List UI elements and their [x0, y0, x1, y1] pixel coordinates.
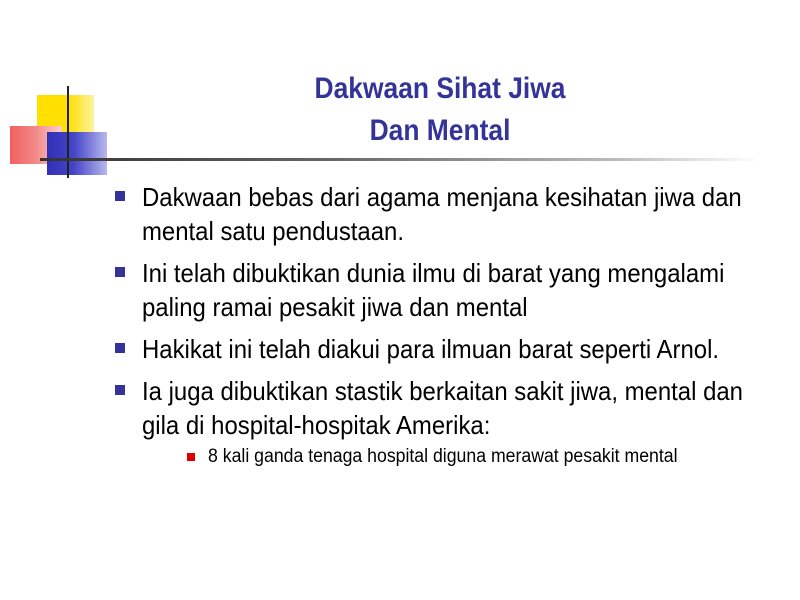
- bullet-item: [110, 256, 790, 324]
- vertical-rule: [67, 86, 69, 178]
- bullet-item: [110, 332, 790, 366]
- square-bullet-icon: [115, 385, 125, 395]
- bullet-text: Ia juga dibuktikan stastik berkaitan sakit jiwa, mental dan gila di hospital-hospitak Amerika:: [142, 376, 743, 440]
- slide-title: [211, 68, 669, 152]
- title-line-2: Dan Mental: [369, 114, 511, 147]
- square-bullet-icon: [115, 191, 125, 201]
- red-square-bullet-icon: [187, 453, 195, 461]
- bullet-list: [110, 180, 790, 478]
- blue-square: [47, 132, 107, 175]
- square-bullet-icon: [115, 343, 125, 353]
- bullet-item: [110, 180, 790, 248]
- sub-bullet-list: [142, 444, 790, 470]
- bullet-text: Hakikat ini telah diakui para ilmuan barat seperti Arnol.: [142, 334, 720, 364]
- square-bullet-icon: [115, 267, 125, 277]
- decorative-logo: [0, 0, 120, 190]
- title-underline: [40, 158, 760, 161]
- bullet-text: Ini telah dibuktikan dunia ilmu di barat yang mengalami paling ramai pesakit jiwa dan mental: [142, 258, 725, 322]
- title-line-1: Dakwaan Sihat Jiwa: [314, 72, 566, 105]
- bullet-item: [110, 374, 790, 470]
- sub-bullet-text: 8 kali ganda tenaga hospital diguna merawat pesakit mental: [208, 446, 678, 467]
- bullet-text: Dakwaan bebas dari agama menjana kesihatan jiwa dan mental satu pendustaan.: [142, 182, 742, 246]
- sub-bullet-item: [181, 444, 790, 470]
